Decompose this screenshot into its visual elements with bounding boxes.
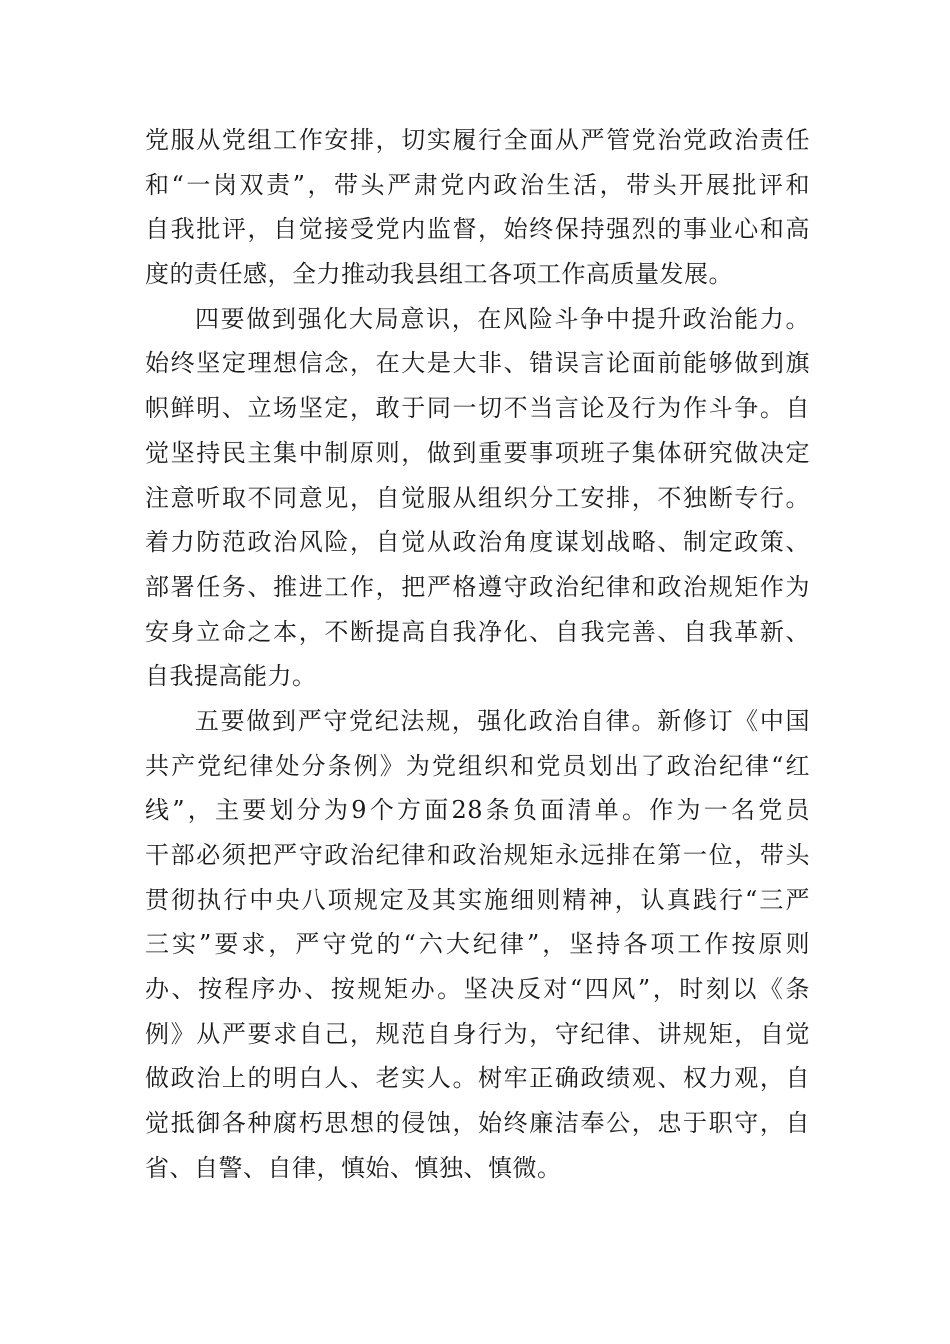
body-text (145, 118, 810, 1191)
text-line: 部署任务、推进工作，把严格遵守政治纪律和政治规矩作为 (145, 572, 810, 601)
text-line: 注意听取不同意见，自觉服从组织分工安排，不独断专行。 (145, 483, 810, 512)
text-line: 着力防范政治风险，自觉从政治角度谋划战略、制定政策、 (145, 528, 810, 557)
text-line: 省、自警、自律，慎始、慎独、慎微。 (145, 1153, 562, 1182)
text-line: 线”，主要划分为9个方面28条负面清单。作为一名党员 (145, 796, 810, 825)
text-line: 党服从党组工作安排，切实履行全面从严管党治党政治责任 (145, 126, 810, 154)
text-line: 做政治上的明白人、老实人。树牢正确政绩观、权力观，自 (145, 1064, 810, 1093)
text-line: 自我提高能力。 (145, 662, 317, 691)
text-line: 三实”要求，严守党的“六大纪律”，坚持各项工作按原则 (145, 930, 810, 959)
text-line: 觉抵御各种腐朽思想的侵蚀，始终廉洁奉公，忠于职守，自 (145, 1109, 810, 1138)
text-line: 安身立命之本，不断提高自我净化、自我完善、自我革新、 (145, 617, 810, 646)
text-line: 自我批评，自觉接受党内监督，始终保持强烈的事业心和高 (145, 215, 810, 244)
text-line: 度的责任感，全力推动我县组工各项工作高质量发展。 (145, 260, 733, 289)
paragraph-start-line: 四要做到强化大局意识，在风险斗争中提升政治能力。 (195, 304, 810, 333)
text-line: 办、按程序办、按规矩办。坚决反对“四风”，时刻以《条 (145, 975, 810, 1004)
text-line: 和“一岗双责”，带头严肃党内政治生活，带头开展批评和 (145, 170, 810, 199)
text-line: 始终坚定理想信念，在大是大非、错误言论面前能够做到旗 (145, 349, 810, 378)
text-line: 觉坚持民主集中制原则，做到重要事项班子集体研究做决定 (145, 438, 810, 467)
text-line: 干部必须把严守政治纪律和政治规矩永远排在第一位，带头 (145, 841, 810, 869)
paragraph-start-line: 五要做到严守党纪法规，强化政治自律。新修订《中国 (195, 706, 810, 735)
text-line: 例》从严要求自己，规范自身行为，守纪律、讲规矩，自觉 (145, 1019, 810, 1048)
text-line: 帜鲜明、立场坚定，敢于同一切不当言论及行为作斗争。自 (145, 394, 810, 423)
text-line: 贯彻执行中央八项规定及其实施细则精神，认真践行“三严 (145, 885, 810, 914)
text-line: 共产党纪律处分条例》为党组织和党员划出了政治纪律“红 (145, 751, 810, 780)
